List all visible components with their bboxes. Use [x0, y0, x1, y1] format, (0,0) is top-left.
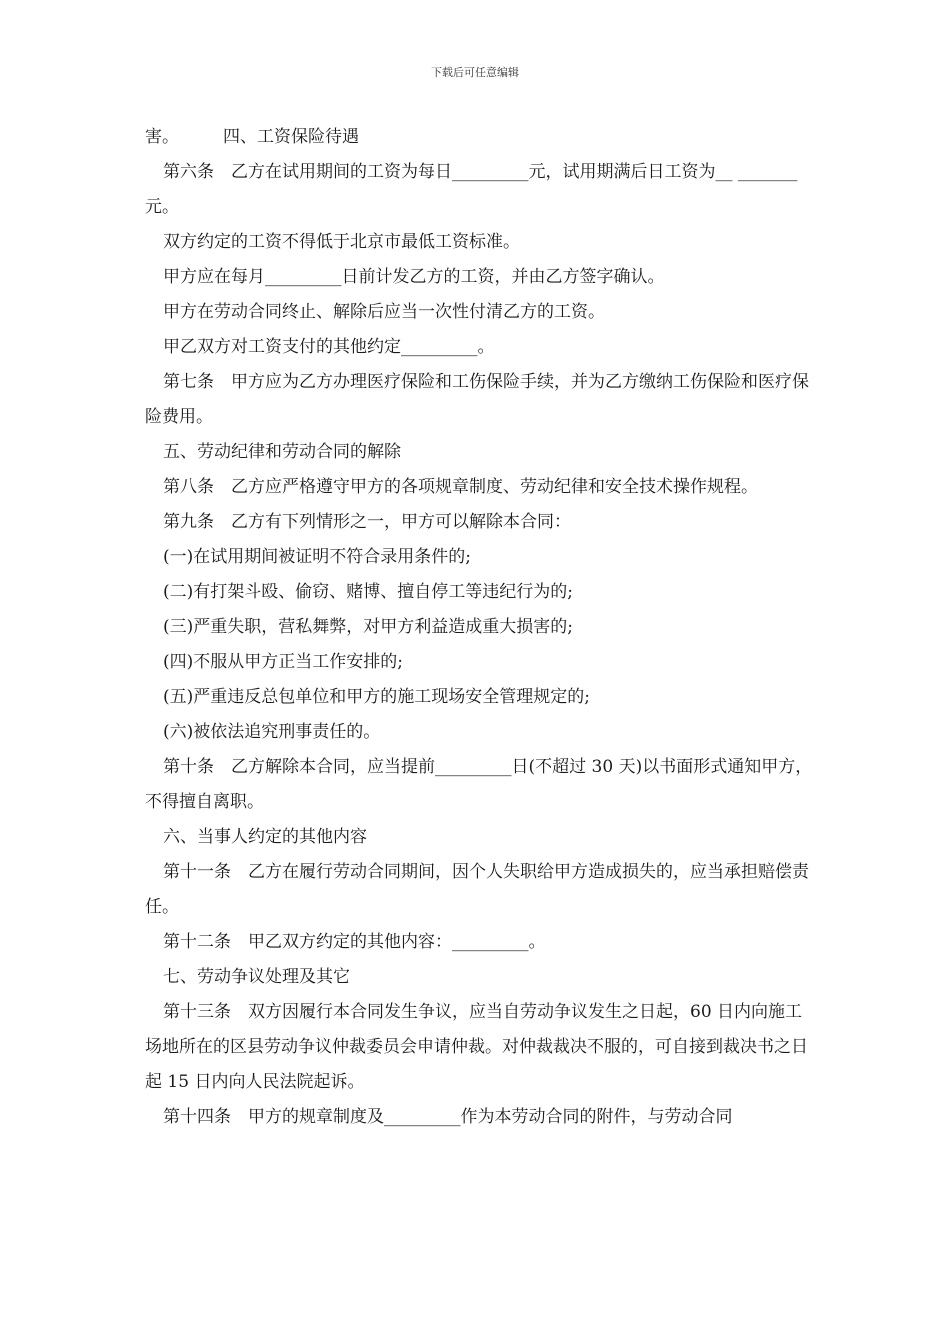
clause-11: 第十一条 乙方在履行劳动合同期间，因个人失职给甲方造成损失的，应当承担赔偿责任。 [145, 862, 809, 917]
clause-12: 第十二条 甲乙双方约定的其他内容：_________。 [163, 932, 546, 952]
continuation-text: 害。 [145, 127, 179, 147]
page-header: 下载后可任意编辑 [431, 66, 519, 79]
paragraph: 双方约定的工资不得低于北京市最低工资标准。 [163, 232, 520, 252]
paragraph: 甲乙双方对工资支付的其他约定_________。 [163, 337, 495, 357]
section-heading: 六、当事人约定的其他内容 [163, 827, 367, 847]
section-heading: 七、劳动争议处理及其它 [163, 967, 350, 987]
section-heading-line [145, 120, 813, 155]
clause-14: 第十四条 甲方的规章制度及_________作为本劳动合同的附件，与劳动合同 [163, 1107, 733, 1127]
clause-8: 第八条 乙方应严格遵守甲方的各项规章制度、劳动纪律和安全技术操作规程。 [163, 477, 758, 497]
clause-6: 第六条 乙方在试用期间的工资为每日_________元，试用期满后日工资为__ _______元。 [145, 162, 798, 217]
clause-13: 第十三条 双方因履行本合同发生争议，应当自劳动争议发生之日起，60 日内向施工场地所在的区县劳动争议仲裁委员会申请仲裁。对仲裁裁决不服的，可自接到裁决书之日起 15 日内向人民法院起诉。 [145, 1002, 808, 1092]
list-item: (六)被依法追究刑事责任的。 [163, 722, 381, 742]
clause-7: 第七条 甲方应为乙方办理医疗保险和工伤保险手续，并为乙方缴纳工伤保险和医疗保险费用。 [145, 372, 809, 427]
document-body [145, 120, 813, 1135]
list-item: (一)在试用期间被证明不符合录用条件的; [163, 547, 471, 567]
clause-9: 第九条 乙方有下列情形之一，甲方可以解除本合同： [163, 512, 571, 532]
section-heading: 四、工资保险待遇 [223, 127, 359, 147]
list-item: (四)不服从甲方正当工作安排的; [163, 652, 403, 672]
clause-10: 第十条 乙方解除本合同，应当提前_________日(不超过 30 天)以书面形式通知甲方，不得擅自离职。 [145, 757, 813, 812]
list-item: (五)严重违反总包单位和甲方的施工现场安全管理规定的; [163, 687, 590, 707]
paragraph: 甲方在劳动合同终止、解除后应当一次性付清乙方的工资。 [163, 302, 605, 322]
paragraph: 甲方应在每月_________日前计发乙方的工资，并由乙方签字确认。 [163, 267, 665, 287]
list-item: (三)严重失职，营私舞弊，对甲方利益造成重大损害的; [163, 617, 573, 637]
list-item: (二)有打架斗殴、偷窃、赌博、擅自停工等违纪行为的; [163, 582, 573, 602]
section-heading: 五、劳动纪律和劳动合同的解除 [163, 442, 401, 462]
